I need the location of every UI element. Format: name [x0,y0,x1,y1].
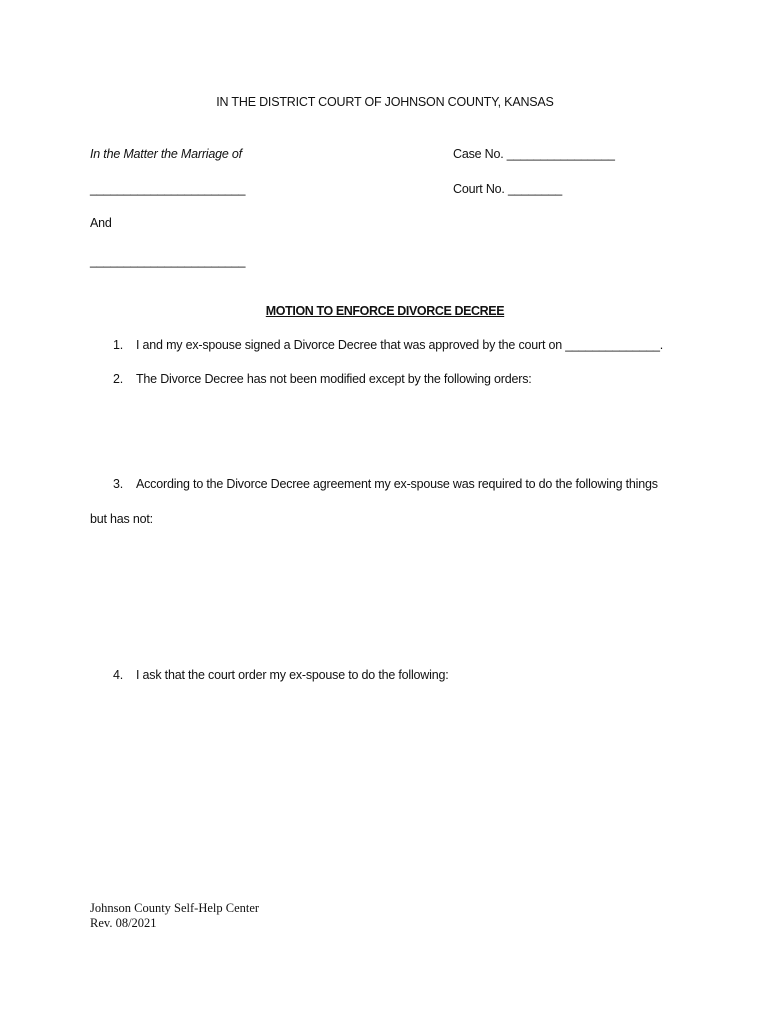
item-3-text: According to the Divorce Decree agreement my ex-spouse was required to do the following things [136,477,658,491]
and-label: And [90,216,112,230]
item-2-text: The Divorce Decree has not been modified except by the following orders: [136,372,532,386]
item-3-continuation: but has not: [90,512,153,526]
matter-label: In the Matter the Marriage of [90,147,242,161]
item-3-number: 3. [113,477,124,491]
party1-blank: _______________________ [90,182,246,196]
motion-title: MOTION TO ENFORCE DIVORCE DECREE [265,304,505,318]
party2-blank: _______________________ [90,254,246,268]
case-number-field: Case No. ________________ [453,147,615,161]
court-number-field: Court No. ________ [453,182,562,196]
court-title: IN THE DISTRICT COURT OF JOHNSON COUNTY, KANSAS [216,95,554,109]
item-2-number: 2. [113,372,124,386]
footer-organization: Johnson County Self-Help Center [90,901,260,915]
item-4-number: 4. [113,668,124,682]
item-4-text: I ask that the court order my ex-spouse to do the following: [136,668,449,682]
item-1-number: 1. [113,338,124,352]
footer-revision: Rev. 08/2021 [90,916,157,930]
item-1-text: I and my ex-spouse signed a Divorce Decree that was approved by the court on ______________. [136,338,664,352]
